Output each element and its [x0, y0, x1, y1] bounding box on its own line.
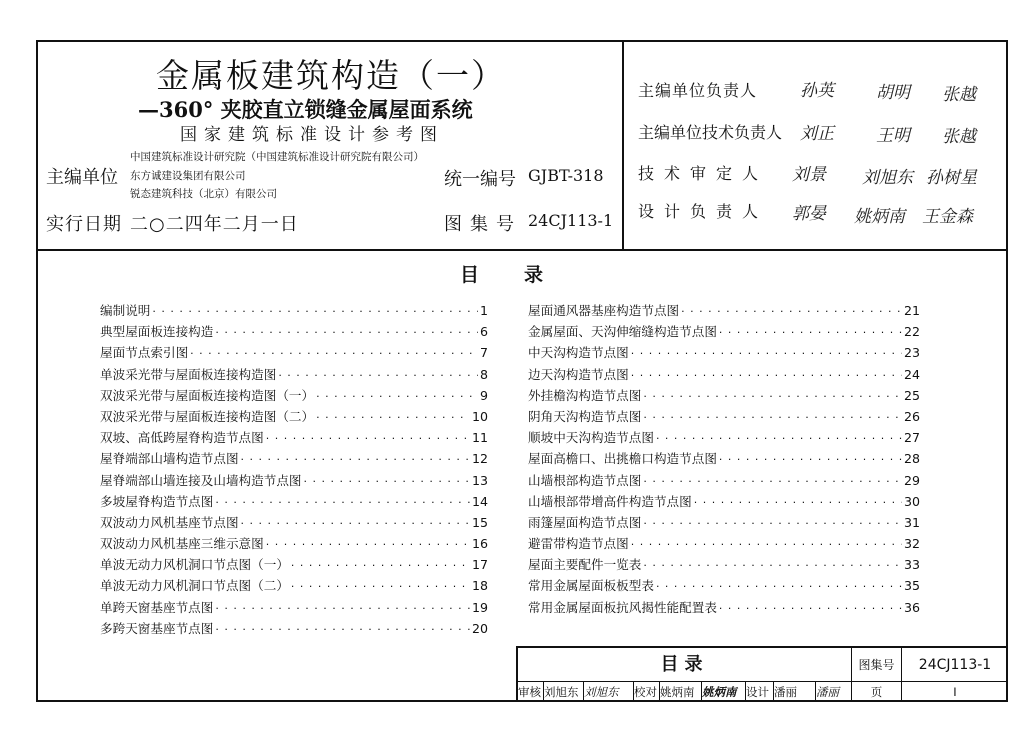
checker-signature: 姚炳南 [702, 682, 746, 702]
toc-entry-page: 15 [471, 514, 488, 530]
leader-dots [643, 517, 902, 530]
toc-entry-title: 编制说明 [100, 303, 151, 318]
toc-entry-title: 常用金属屋面板抗风揭性能配置表 [528, 599, 717, 615]
series-title: 国家建筑标准设计参考图 [180, 125, 444, 145]
toc-entry-page: 30 [903, 493, 920, 509]
role-label: 设计负责人 [638, 202, 769, 221]
responsibility-panel [624, 42, 1008, 251]
toc-entry-title: 屋面通风器基座构造节点图 [528, 303, 680, 318]
toc-entry-title: 雨篷屋面构造节点图 [528, 514, 642, 530]
toc-entry-title: 单波无动力风机洞口节点图（二） [100, 578, 289, 594]
toc-title: 目录 [459, 264, 588, 286]
toc-entry-title: 屋面主要配件一览表 [528, 557, 642, 573]
signature: 张越 [942, 85, 976, 105]
toc-entry-title: 金属屋面、天沟伸缩缝构造节点图 [528, 324, 717, 340]
toc-entry-title: 单跨天窗基座节点图 [100, 599, 214, 615]
leader-dots [631, 538, 902, 551]
toc-entry-title: 双波动力风机基座节点图 [100, 514, 239, 530]
leader-dots [241, 517, 470, 530]
toc-entry-page: 9 [479, 387, 488, 403]
leader-dots [291, 580, 470, 593]
toc-entry-title: 多跨天窗基座节点图 [100, 620, 214, 636]
leader-dots [681, 305, 902, 318]
toc-entry[interactable] [100, 618, 488, 639]
toc-entry-title: 阴角天沟构造节点图 [528, 408, 642, 424]
toc-entry[interactable] [100, 554, 488, 575]
toc-entry-title: 典型屋面板连接构造 [100, 324, 214, 340]
toc-entry[interactable] [100, 448, 488, 469]
toc-entry-title: 屋脊端部山墙构造节点图 [100, 451, 239, 467]
toc-entry[interactable] [528, 342, 920, 363]
toc-entry[interactable] [528, 512, 920, 533]
toc-entry[interactable] [100, 385, 488, 406]
leader-dots [266, 538, 470, 551]
toc-entry[interactable] [528, 448, 920, 469]
toc-entry[interactable] [528, 406, 920, 427]
toc-entry-page: 23 [903, 345, 920, 361]
toc-entry[interactable] [528, 533, 920, 554]
toc-entry-page: 35 [903, 578, 920, 594]
toc-entry[interactable] [528, 364, 920, 385]
leader-dots [266, 432, 470, 445]
toc-entry-page: 17 [471, 557, 488, 573]
toc-entry[interactable] [100, 321, 488, 342]
check-label: 校对 [634, 682, 660, 702]
editor-org: 中国建筑标准设计研究院（中国建筑标准设计研究院有限公司） [130, 151, 424, 163]
toc-entry[interactable] [528, 300, 920, 321]
toc-entry-page: 22 [903, 324, 920, 340]
main-title: 金属板建筑构造（一） [156, 56, 506, 95]
leader-dots [694, 496, 902, 509]
code-value: GJBT-318 [528, 166, 604, 185]
leader-dots [241, 453, 470, 466]
design-label: 设计 [746, 682, 774, 702]
leader-dots [152, 305, 478, 318]
leader-dots [643, 390, 902, 403]
leader-dots [656, 432, 902, 445]
leader-dots [631, 347, 902, 360]
toc-entry-page: 28 [903, 451, 920, 467]
signature: 孙英 [800, 81, 834, 101]
leader-dots [316, 390, 478, 403]
toc-entry[interactable] [100, 512, 488, 533]
toc-entry[interactable] [100, 406, 488, 427]
code-label: 统一编号 [444, 169, 516, 190]
signature: 王明 [876, 126, 910, 146]
toc-entry-page: 36 [903, 599, 920, 615]
leader-dots [643, 411, 902, 424]
toc-entry-title: 双波采光带与屋面板连接构造图（二） [100, 408, 315, 424]
toc-entry[interactable] [528, 597, 920, 618]
signature: 孙树星 [926, 168, 977, 188]
toc-entry-page: 13 [471, 472, 488, 488]
toc-entry-title: 山墙根部构造节点图 [528, 472, 642, 488]
toc-entry-title: 单波无动力风机洞口节点图（一） [100, 557, 289, 573]
leader-dots [316, 411, 470, 424]
titleblock-atlas-value: 24CJ113-1 [902, 648, 1008, 682]
toc-entry-page: 20 [471, 620, 488, 636]
toc-entry-title: 边天沟构造节点图 [528, 366, 629, 382]
leader-dots [631, 369, 902, 382]
leader-dots [719, 326, 902, 339]
toc-entry[interactable] [528, 575, 920, 596]
signature: 郭晏 [792, 204, 826, 224]
toc-entry[interactable] [100, 533, 488, 554]
toc-entry[interactable] [528, 321, 920, 342]
toc-entry[interactable] [100, 575, 488, 596]
toc-entry-page: 24 [903, 366, 920, 382]
toc-entry-title: 双波动力风机基座三维示意图 [100, 536, 264, 552]
toc-entry-page: 10 [471, 408, 488, 424]
toc-entry-page: 29 [903, 472, 920, 488]
leader-dots [215, 623, 470, 636]
toc-entry-page: 7 [479, 345, 488, 361]
toc-entry[interactable] [100, 427, 488, 448]
toc-entry[interactable] [528, 554, 920, 575]
review-label: 审核 [518, 682, 544, 702]
toc-entry-title: 外挂檐沟构造节点图 [528, 387, 642, 403]
leader-dots [215, 496, 470, 509]
toc-entry-page: 6 [479, 324, 488, 340]
atlas-label: 图集号 [444, 214, 522, 235]
subtitle: —360° 夹胶直立锁缝金属屋面系统 [138, 97, 473, 122]
editor-label: 主编单位 [46, 167, 118, 188]
atlas-value: 24CJ113-1 [528, 211, 614, 230]
toc-entry-page: 27 [903, 430, 920, 446]
designer-signature: 潘丽 [816, 682, 852, 702]
leader-dots [656, 580, 902, 593]
toc-right-column [528, 300, 920, 618]
toc-entry[interactable] [100, 470, 488, 491]
leader-dots [643, 559, 902, 572]
toc-entry-page: 21 [903, 303, 920, 318]
signature: 刘景 [792, 165, 826, 185]
toc-entry-title: 中天沟构造节点图 [528, 345, 629, 361]
signature: 刘正 [800, 124, 834, 144]
toc-entry-page: 11 [471, 430, 488, 446]
toc-entry-page: 32 [903, 536, 920, 552]
signature: 姚炳南 [854, 207, 905, 227]
titleblock-atlas-label: 图集号 [852, 648, 902, 682]
toc-entry-title: 屋面高檐口、出挑檐口构造节点图 [528, 451, 717, 467]
drawing-name: 目录 [518, 648, 852, 682]
toc-entry-title: 常用金属屋面板板型表 [528, 578, 654, 594]
title-panel [38, 42, 624, 251]
toc-entry[interactable] [528, 385, 920, 406]
toc-entry-page: 1 [479, 303, 488, 318]
toc-entry-title: 顺坡中天沟构造节点图 [528, 430, 654, 446]
toc-entry-page: 31 [903, 514, 920, 530]
role-label: 主编单位技术负责人 [638, 123, 783, 142]
toc-entry-page: 18 [471, 578, 488, 594]
toc-entry[interactable] [100, 342, 488, 363]
leader-dots [190, 347, 478, 360]
toc-entry[interactable] [528, 470, 920, 491]
toc-entry-title: 单波采光带与屋面板连接构造图 [100, 366, 277, 382]
toc-entry-page: 25 [903, 387, 920, 403]
leader-dots [278, 369, 478, 382]
leader-dots [719, 453, 902, 466]
toc-entry[interactable] [528, 491, 920, 512]
toc-entry-page: 33 [903, 557, 920, 573]
signature: 王金森 [922, 207, 973, 227]
reviewer-name: 刘旭东 [544, 682, 584, 702]
checker-name: 姚炳南 [660, 682, 702, 702]
page-label: 页 [852, 682, 902, 702]
designer-name: 潘丽 [774, 682, 816, 702]
toc-entry[interactable] [100, 491, 488, 512]
toc-entry-page: 16 [471, 536, 488, 552]
signature: 胡明 [876, 83, 910, 103]
page-number: I [953, 685, 957, 699]
title-block [516, 646, 1008, 702]
toc-entry-page: 26 [903, 408, 920, 424]
editor-org: 锐态建筑科技（北京）有限公司 [130, 188, 277, 200]
toc-entry-title: 双波采光带与屋面板连接构造图（一） [100, 387, 315, 403]
leader-dots [291, 559, 470, 572]
role-label: 主编单位负责人 [638, 81, 758, 100]
toc-entry-title: 屋面节点索引图 [100, 345, 189, 361]
toc-left-column [100, 300, 488, 639]
toc-entry[interactable] [100, 597, 488, 618]
toc-entry-title: 双坡、高低跨屋脊构造节点图 [100, 430, 264, 446]
date-value: 二○二四年二月一日 [130, 214, 299, 235]
leader-dots [719, 602, 902, 615]
toc-entry-page: 12 [471, 451, 488, 467]
toc-entry-title: 山墙根部带增高件构造节点图 [528, 493, 692, 509]
leader-dots [643, 475, 902, 488]
toc-entry-title: 屋脊端部山墙连接及山墙构造节点图 [100, 472, 302, 488]
toc-entry-title: 多坡屋脊构造节点图 [100, 493, 214, 509]
drawing-frame [36, 40, 1008, 702]
date-label: 实行日期 [46, 214, 122, 235]
toc-entry-page: 8 [479, 366, 488, 382]
signature: 刘旭东 [862, 168, 913, 188]
leader-dots [215, 602, 470, 615]
editor-org: 东方诚建设集团有限公司 [130, 170, 246, 182]
leader-dots [215, 326, 478, 339]
toc-entry-page: 19 [471, 599, 488, 615]
toc-entry[interactable] [100, 300, 488, 321]
signoff-row [518, 682, 1008, 702]
signature: 张越 [942, 127, 976, 147]
leader-dots [304, 475, 470, 488]
toc-entry[interactable] [528, 427, 920, 448]
toc-entry[interactable] [100, 364, 488, 385]
toc-entry-page: 14 [471, 493, 488, 509]
toc-entry-title: 避雷带构造节点图 [528, 536, 629, 552]
reviewer-signature: 刘旭东 [584, 682, 634, 702]
role-label: 技术审定人 [638, 164, 769, 183]
